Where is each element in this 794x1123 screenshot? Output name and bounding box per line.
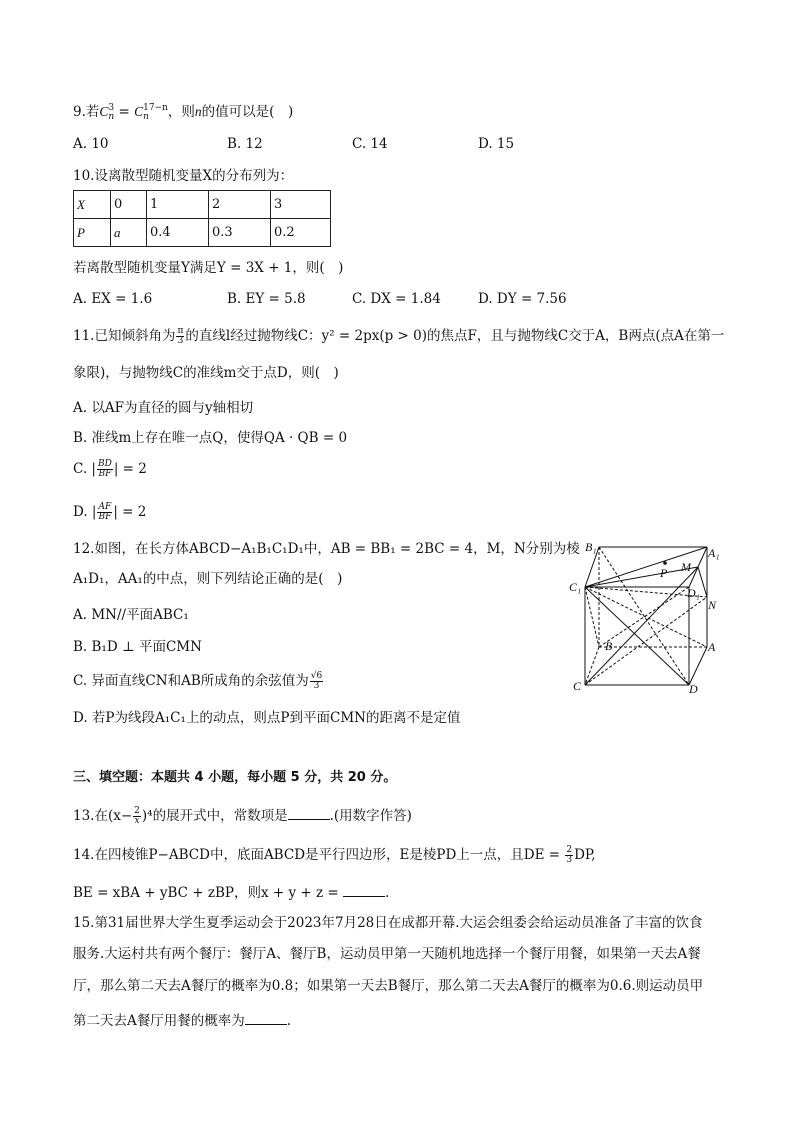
q15-line4: 第二天去A餐厅用餐的概率为 . bbox=[73, 1010, 291, 1030]
table-cell: P bbox=[74, 219, 111, 247]
answer-blank[interactable] bbox=[245, 1010, 287, 1025]
label-n: N bbox=[708, 598, 717, 612]
q11-option-d[interactable]: D. | $\frac{AF}{BF}$ | = 2 bbox=[73, 502, 147, 522]
label-b: B bbox=[605, 639, 613, 653]
q15-line1: 15.第31届世界大学生夏季运动会于2023年7月28日在成都开幕.大运会组委会给运动员准备了丰富的饮食 bbox=[73, 915, 703, 931]
q11-option-c[interactable]: C. | $\frac{BD}{BF}$ | = 2 bbox=[73, 459, 147, 479]
q11-stem-line1: 11.已知倾斜角为 $\frac{\pi}{3}$ 的直线l经过抛物线C：y² = 2px(p > 0)的焦点F，且与抛物线C交于A，B两点(点A在第一 bbox=[73, 326, 725, 346]
table-cell: 0 bbox=[111, 191, 147, 219]
q11-option-b[interactable]: B. 准线m上存在唯一点Q，使得QA · QB = 0 bbox=[73, 430, 348, 446]
q10-stem: 10.设离散型随机变量X的分布列为： bbox=[73, 168, 294, 184]
q12-option-d: D. 若P为线段A₁C₁上的动点，则点P到平面CMN的距离不是定值 bbox=[73, 710, 461, 726]
q12-stem-line1: 12.如图，在长方体ABCD−A₁B₁C₁D₁中，AB = BB₁ = 2BC = 4，M，N分别为棱 bbox=[73, 541, 580, 557]
q10-condition: 若离散型随机变量Y满足Y = 3X + 1，则( ) bbox=[73, 260, 344, 276]
label-a1: A₁ bbox=[708, 546, 720, 560]
label-c: C bbox=[573, 679, 582, 693]
q14-stem-line2: BE = xBA + yBC + zBP，则x + y + z = . bbox=[73, 882, 389, 902]
answer-blank[interactable] bbox=[343, 882, 385, 897]
table-row bbox=[74, 191, 331, 219]
q12-option-b[interactable]: B. B₁D ⊥ 平面CMN bbox=[73, 639, 202, 655]
q10-option-c[interactable]: C. DX = 1.84 bbox=[352, 291, 441, 307]
fraction: $\frac{2}{3}$ bbox=[566, 845, 573, 865]
distribution-table bbox=[73, 190, 331, 247]
section-heading: 三、填空题：本题共 4 小题，每小题 5 分，共 20 分。 bbox=[73, 770, 397, 785]
table-cell: a bbox=[111, 219, 147, 247]
q10-option-a[interactable]: A. EX = 1.6 bbox=[73, 291, 153, 307]
q9-option-d[interactable]: D. 15 bbox=[478, 136, 515, 152]
table-cell: 0.3 bbox=[209, 219, 271, 247]
fraction: $\frac{AF}{BF}$ bbox=[98, 502, 112, 522]
q12-stem-line2: A₁D₁，AA₁的中点，则下列结论正确的是( ) bbox=[73, 571, 343, 587]
fraction: $\frac{√6}{3}$ bbox=[310, 671, 323, 691]
label-d: D bbox=[689, 682, 698, 696]
table-cell: X bbox=[74, 191, 111, 219]
fraction: $\frac{BD}{BF}$ bbox=[97, 459, 112, 479]
q15-line2: 服务.大运村共有两个餐厅：餐厅A、餐厅B，运动员甲第一天随机地选择一个餐厅用餐，如果第一天去A餐 bbox=[73, 946, 701, 962]
q9-option-a[interactable]: A. 10 bbox=[73, 136, 109, 152]
q15-line3: 厅，那么第二天去A餐厅的概率为0.8；如果第一天去B餐厅，那么第二天去A餐厅的概率为0.6.则运动员甲 bbox=[73, 978, 704, 994]
table-cell: 2 bbox=[209, 191, 271, 219]
label-a: A bbox=[708, 640, 716, 654]
table-cell: 0.4 bbox=[147, 219, 209, 247]
label-m: M bbox=[681, 560, 691, 574]
table-cell: 3 bbox=[271, 191, 331, 219]
q9-stem: 9.若C 3 n = C 17−n n ，则n的值可以是( ) bbox=[73, 102, 294, 122]
label-d1: D₁ bbox=[687, 586, 700, 600]
q11-option-a[interactable]: A. 以AF为直径的圆与y轴相切 bbox=[73, 400, 254, 416]
q10-option-d[interactable]: D. DY = 7.56 bbox=[478, 291, 567, 307]
q11-stem-line2: 象限)，与抛物线C的准线m交于点D，则( ) bbox=[73, 365, 339, 381]
table-cell: 0.2 bbox=[271, 219, 331, 247]
fraction: $\frac{2}{x}$ bbox=[134, 806, 140, 826]
table-cell: 1 bbox=[147, 191, 209, 219]
q9-option-c[interactable]: C. 14 bbox=[352, 136, 388, 152]
q14-stem-line1: 14.在四棱锥P−ABCD中，底面ABCD是平行四边形，E是棱PD上一点，且DE = $\frac{2}{3}$ DP, bbox=[73, 845, 596, 865]
label-b1: B₁ bbox=[585, 540, 597, 554]
label-c1: C₁ bbox=[569, 580, 582, 594]
q9-option-b[interactable]: B. 12 bbox=[227, 136, 263, 152]
answer-blank[interactable] bbox=[288, 805, 330, 820]
q13-stem: 13.在(x− $\frac{2}{x}$ )⁴的展开式中，常数项是 .(用数字作答) bbox=[73, 806, 412, 826]
q10-option-b[interactable]: B. EY = 5.8 bbox=[227, 291, 306, 307]
cuboid-figure bbox=[565, 535, 735, 705]
fraction: $\frac{\pi}{3}$ bbox=[177, 326, 184, 346]
label-p: P bbox=[660, 566, 668, 580]
q12-option-c[interactable]: C. 异面直线CN和AB所成角的余弦值为 $\frac{√6}{3}$ bbox=[73, 671, 323, 691]
table-row bbox=[74, 219, 331, 247]
q12-option-a[interactable]: A. MN//平面ABC₁ bbox=[73, 607, 189, 623]
